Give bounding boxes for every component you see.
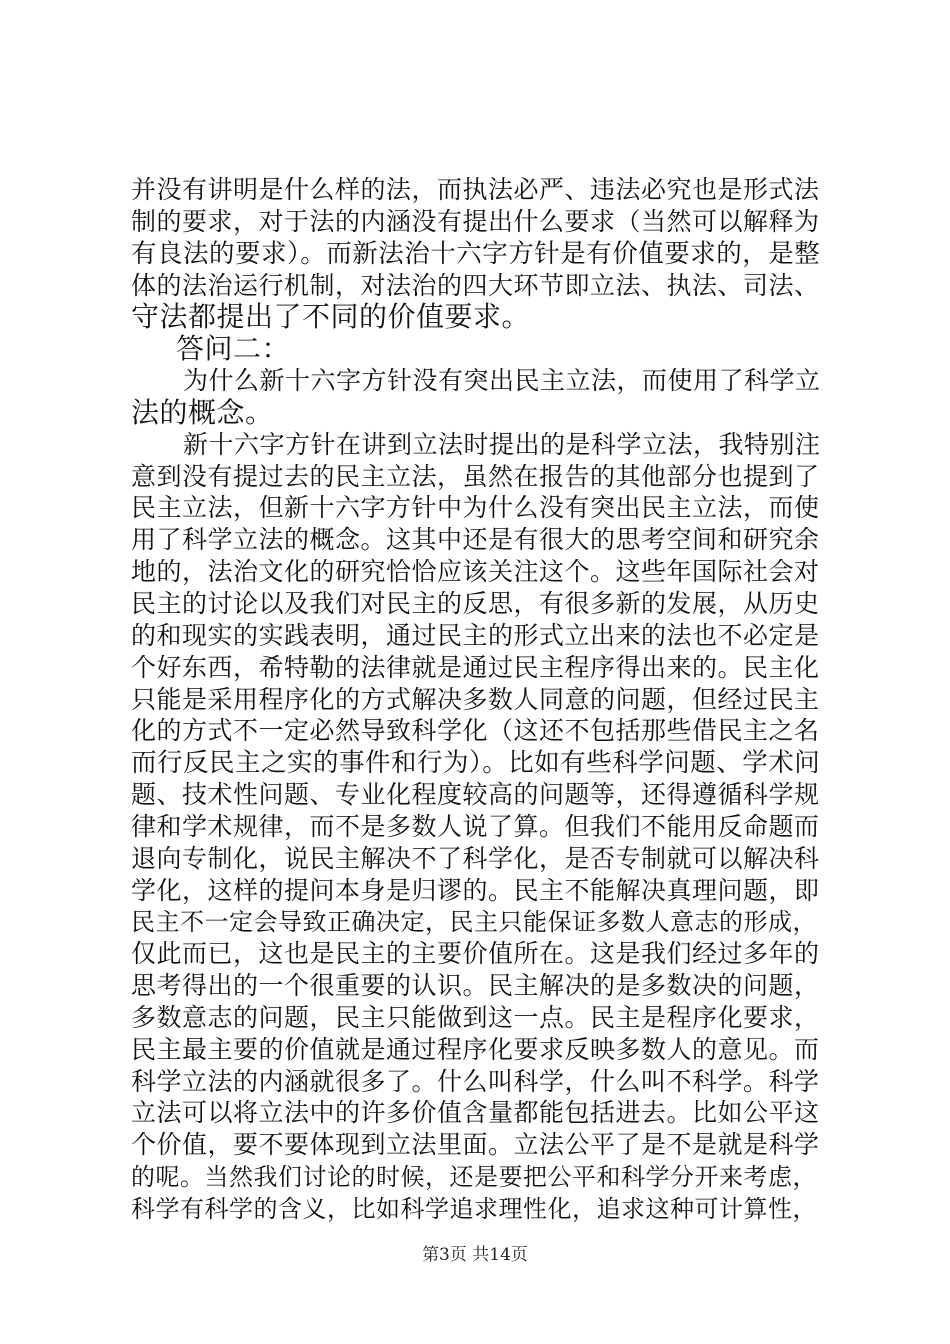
text-line: 的和现实的实践表明，通过民主的形式立出来的法也不必定是 (131, 621, 820, 650)
text-line: 化的方式不一定必然导致科学化（这还不包括那些借民主之名 (131, 716, 820, 745)
text-line: 有良法的要求）。而新法治十六字方针是有价值要求的，是整 (131, 239, 821, 269)
text-line: 科学有科学的含义，比如科学追求理性化，追求这种可计算性， (131, 1195, 817, 1223)
question-line: 法的概念。 (131, 396, 274, 429)
text-line: 个好东西，希特勒的法律就是通过民主程序得出来的。民主化 (131, 653, 820, 682)
text-line: 新十六字方针在讲到立法时提出的是科学立法，我特别注 (183, 430, 821, 459)
page-number-footer: 第3页 共14页 (422, 1245, 528, 1265)
text-line: 民主的讨论以及我们对民主的反思，有很多新的发展，从历史 (131, 589, 820, 618)
question-line: 为什么新十六字方针没有突出民主立法，而使用了科学立 (183, 366, 821, 395)
section-heading: 答问二： (176, 332, 291, 365)
text-line: 退向专制化，说民主解决不了科学化，是否专制就可以解决科 (131, 844, 820, 873)
text-line: 用了科学立法的概念。这其中还是有很大的思考空间和研究余 (131, 525, 820, 554)
text-line: 科学立法的内涵就很多了。什么叫科学，什么叫不科学。科学 (131, 1067, 820, 1096)
text-line: 思考得出的一个很重要的认识。民主解决的是多数决的问题， (131, 971, 820, 1000)
text-line: 学化，这样的提问本身是归谬的。民主不能解决真理问题，即 (131, 876, 820, 905)
text-line: 的呢。当然我们讨论的时候，还是要把公平和科学分开来考虑， (131, 1163, 817, 1191)
text-line: 守法都提出了不同的价值要求。 (131, 300, 531, 333)
text-line: 民主不一定会导致正确决定，民主只能保证多数人意志的形成， (131, 908, 817, 936)
text-line: 题、技术性问题、专业化程度较高的问题等，还得遵循科学规 (131, 780, 820, 809)
text-line: 仅此而已，这也是民主的主要价值所在。这是我们经过多年的 (131, 939, 820, 968)
text-line: 而行反民主之实的事件和行为）。比如有些科学问题、学术问 (131, 748, 821, 778)
text-line: 只能是采用程序化的方式解决多数人同意的问题，但经过民主 (131, 685, 820, 714)
text-line: 体的法治运行机制，对法治的四大环节即立法、执法、司法、 (131, 271, 820, 300)
text-line: 民主立法，但新十六字方针中为什么没有突出民主立法，而使 (131, 493, 820, 522)
text-line: 并没有讲明是什么样的法，而执法必严、违法必究也是形式法 (131, 175, 820, 204)
text-line: 立法可以将立法中的许多价值含量都能包括进去。比如公平这 (131, 1098, 820, 1127)
text-line: 个价值，要不要体现到立法里面。立法公平了是不是就是科学 (131, 1130, 820, 1159)
text-line: 民主最主要的价值就是通过程序化要求反映多数人的意见。而 (131, 1035, 820, 1064)
text-line: 制的要求，对于法的内涵没有提出什么要求（当然可以解释为 (131, 207, 820, 236)
text-line: 多数意志的问题，民主只能做到这一点。民主是程序化要求， (131, 1003, 820, 1032)
text-line: 律和学术规律，而不是多数人说了算。但我们不能用反命题而 (131, 812, 820, 841)
text-line: 意到没有提过去的民主立法，虽然在报告的其他部分也提到了 (131, 462, 820, 491)
text-line: 地的，法治文化的研究恰恰应该关注这个。这些年国际社会对 (131, 557, 820, 586)
